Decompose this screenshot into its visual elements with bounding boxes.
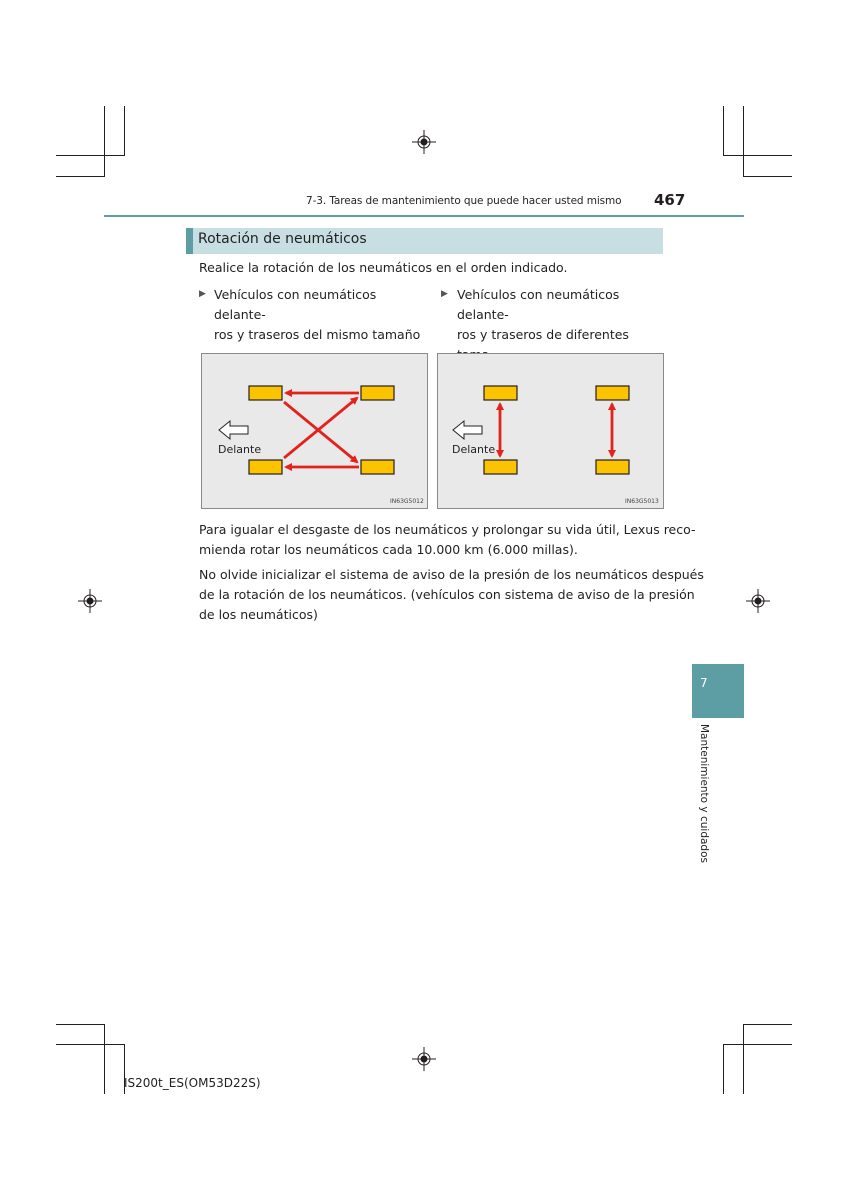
tire-rear-right [596,460,629,474]
crop-mark [56,176,105,177]
paragraph-line: mienda rotar los neumáticos cada 10.000 km (6.000 millas). [199,542,578,557]
tire-front-left [249,386,282,400]
crop-mark [743,1024,744,1094]
crop-mark [104,1024,105,1094]
crop-mark [743,176,792,177]
bullet-item [214,285,426,345]
crop-mark [723,106,724,156]
front-direction-arrow-icon [219,421,248,439]
crop-mark [723,1044,792,1045]
intro-text: Realice la rotación de los neumáticos en el orden indicado. [199,260,568,275]
registration-mark-icon [746,589,770,613]
chapter-title: Mantenimiento y cuidados [698,724,710,863]
paragraph-line: Para igualar el desgaste de los neumáticos y prolongar su vida útil, Lexus reco- [199,522,696,537]
bullet-line: ros y traseros del mismo tamaño [214,327,421,342]
bullet-line: ros y traseros de diferentes [457,327,629,342]
tire-rear-left [596,386,629,400]
figure-code: IN63G5012 [390,498,424,505]
tire-front-right [484,460,517,474]
header-rule [104,215,744,217]
rotation-arrow [284,398,357,458]
front-label: Delante [218,443,262,456]
crop-mark [743,106,744,176]
front-label: Delante [452,443,496,456]
paragraph-line: de los neumáticos) [199,607,318,622]
bullet-line: Vehículos con neumáticos delante- [457,287,620,322]
crop-mark [56,1024,105,1025]
crop-mark [104,106,105,176]
paragraph-line: de la rotación de los neumáticos. (vehículos con sistema de aviso de la presión [199,587,695,602]
tire-front-right [249,460,282,474]
chapter-tab [692,664,744,718]
crop-mark [56,1044,125,1045]
bullet-marker-icon: ▶ [441,289,448,299]
registration-mark-icon [412,1047,436,1071]
crop-mark [124,106,125,156]
registration-mark-icon [78,589,102,613]
paragraph [199,520,696,560]
rotation-arrow [284,402,357,462]
crop-mark [723,155,792,156]
registration-mark-icon [412,130,436,154]
page-number: 467 [654,191,686,209]
footer-code: IS200t_ES(OM53D22S) [124,1076,261,1090]
section-title: Rotación de neumáticos [198,231,367,247]
crop-mark [56,155,125,156]
crop-mark [723,1044,724,1094]
front-direction-arrow-icon [453,421,482,439]
tire-rotation-figure-different-size [437,353,664,509]
tire-front-left [484,386,517,400]
tire-rotation-figure-same-size [201,353,428,509]
tire-rear-right [361,460,394,474]
chapter-number: 7 [700,676,708,690]
crop-mark [743,1024,792,1025]
paragraph-line: No olvide inicializar el sistema de aviso de la presión de los neumáticos después [199,567,704,582]
paragraph [199,565,704,625]
figure-code: IN63G5013 [625,498,659,505]
running-header: 7-3. Tareas de mantenimiento que puede hacer usted mismo [306,195,622,207]
bullet-line: Vehículos con neumáticos delante- [214,287,377,322]
bullet-marker-icon: ▶ [199,289,206,299]
tire-rear-left [361,386,394,400]
